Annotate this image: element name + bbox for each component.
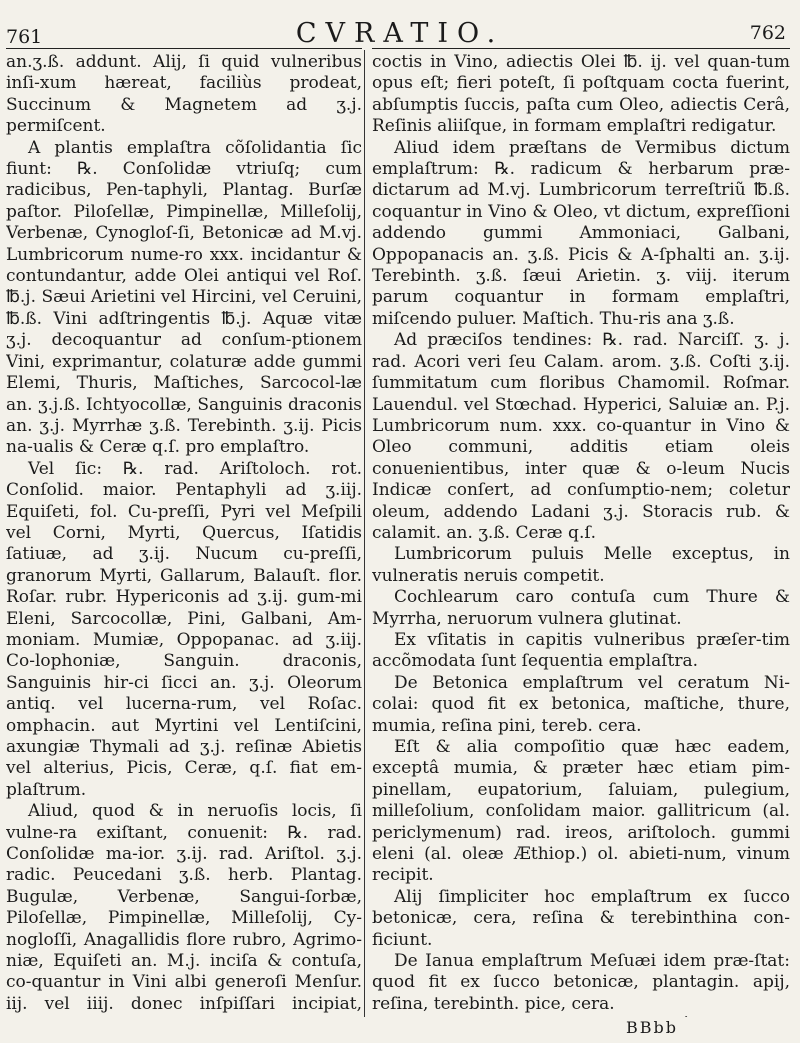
paragraph: Lumbricorum puluis Melle exceptus, in vulneratis neruis competit.: [372, 544, 790, 586]
paragraph: Alij ſimpliciter hoc emplaſtrum ex ſucco betonicæ, cera, reſina & terebinthina con-ficiunt.: [372, 886, 790, 950]
running-title: CVRATIO.: [295, 18, 505, 49]
paragraph: De Betonica emplaſtrum vel ceratum Ni-colai: quod fit ex betonica, maſtiche, thure, mumia, reſina pini, tereb. cera.: [372, 672, 790, 736]
page-number-left: 761: [6, 26, 43, 48]
paragraph: Ad præciſos tendines: ℞. rad. Narciſſ. ʒ. j. rad. Acori veri ſeu Calam. arom. ʒ.ß. Coſti ʒ.ij. ſummitatum cum floribus Chamomil. Roſmar. Lauendul. vel Stœchad. Hyperici, Saluiæ an. P.j. Lumbricorum num. xxx. co-quantur in Vino & Oleo communi, additis etiam oleis conuenientibus, inter quæ & o-leum Nucis Indicæ conſert, ad conſumptio-nem; coletur oleum, addendo Ladani ʒ.j. Storacis rub. & calamit. an. ʒ.ß. Ceræ q.ſ.: [372, 330, 790, 543]
paragraph: an.ʒ.ß. addunt. Alij, ſi quid vulneribus inſi-xum hæreat, faciliùs prodeat, Succinum & Magnetem ad ʒ.j. permiſcent.: [6, 52, 362, 137]
paragraph: Ex vſitatis in capitis vulneribus præſer-tim accõmodata ſunt ſequentia emplaſtra.: [372, 629, 790, 672]
paragraph: De Ianua emplaſtrum Meſuæi idem præ-ſtat: quod fit ex ſucco betonicæ, plantagin. apij, reſina, terebinth. pice, cera.: [372, 951, 790, 1014]
page-number-right: 762: [749, 22, 786, 44]
header-rule-right: [372, 48, 790, 49]
paragraph: A plantis emplaſtra cõſolidantia ſic fiunt: ℞. Conſolidæ vtriuſq; cum radicibus, Pen-taphyli, Plantag. Burſæ paſtor. Piloſellæ, Pimpinellæ, Milleſolij, Verbenæ, Cynogloſ-ſi, Betonicæ ad M.vj. Lumbricorum nume-ro xxx. incidantur & contundantur, adde Olei antiqui vel Roſ. ℔.j. Sæui Arietini vel Hircini, vel Ceruini, ℔.ß. Vini adſtringentis ℔.j. Aquæ vitæ ʒ.j. decoquantur ad conſum-ptionem Vini, exprimantur, colaturæ adde gummi Elemi, Thuris, Maſtiches, Sarcocol-læ an. ʒ.j.ß. Ichtyocollæ, Sanguinis draconis an. ʒ.j. Myrrhæ ʒ.ß. Terebinth. ʒ.ij. Picis na-ualis & Ceræ q.ſ. pro emplaſtro.: [6, 137, 362, 458]
right-column: [372, 52, 790, 1017]
paragraph: Aliud, quod & in neruoſis locis, ſi vulne-ra exiſtant, conuenit: ℞. rad. Conſolidæ ma-ior. ʒ.ij. rad. Ariſtol. ʒ.j. radic. Peucedani ʒ.ß. herb. Plantag. Bugulæ, Verbenæ, Sangui-ſorbæ, Piloſellæ, Pimpinellæ, Milleſolij, Cy-nogloſſi, Anagallidis flore rubro, Agrimo-niæ, Equiſeti an. M.j. inciſa & contuſa, co-quantur in Vini albi generoſi Menſur. iij. vel iiij. donec inſpiſſari incipiat,: [6, 801, 362, 1014]
paragraph: Eſt & alia compoſitio quæ hæc eadem, exceptâ mumia, & præter hæc etiam pim-pinellam, eupatorium, ſaluiam, pulegium, milleſolium, conſolidam maior. gallitricum (al. periclymenum) rad. ireos, ariſtoloch. gummi eleni (al. oleæ Æthiop.) ol. abieti-num, vinum recipit.: [372, 737, 790, 886]
header-rule-left: [6, 48, 362, 49]
paragraph: [372, 1015, 790, 1017]
left-column: [6, 52, 362, 1017]
paragraph: coctis in Vino, adiectis Olei ℔. ij. vel quan-tum opus eſt; fieri poteſt, ſi poſtquam cocta fuerint, abſumptis ſuccis, paſta cum Oleo, adiectis Cerâ, Reſinis aliiſque, in formam emplaſtri redigatur.: [372, 52, 790, 137]
column-divider: [364, 50, 365, 1017]
paragraph: Aliud idem præſtans de Vermibus dictum emplaſtrum: ℞. radicum & herbarum præ-dictarum ad M.vj. Lumbricorum terreſtriũ ℔.ß. coquantur in Vino & Oleo, vt dictum, expreſſioni addendo gummi Ammoniaci, Galbani, Oppopanacis an. ʒ.ß. Picis & A-ſphalti an. ʒ.ij. Terebinth. ʒ.ß. ſæui Arietin. ʒ. viij. iterum parum coquantur in formam emplaſtri, miſcendo puluer. Maſtich. Thu-ris ana ʒ.ß.: [372, 137, 790, 329]
paragraph: Cochlearum caro contuſa cum Thure & Myrrha, neruorum vulnera glutinat.: [372, 587, 790, 629]
paragraph: Vel ſic: ℞. rad. Ariſtoloch. rot. Conſolid. maior. Pentaphyli ad ʒ.iij. Equiſeti, fol. Cu-preſſi, Pyri vel Meſpili vel Corni, Myrti, Quercus, Iſatidis ſatiuæ, ad ʒ.ij. Nucum cu-preſſi, granorum Myrti, Gallarum, Balauſt. flor. Roſar. rubr. Hypericonis ad ʒ.ij. gum-mi Eleni, Sarcocollæ, Pini, Galbani, Am-moniam. Mumiæ, Oppopanac. ad ʒ.iij. Co-lophoniæ, Sanguin. draconis, Sanguinis hir-ci ſicci an. ʒ.j. Oleorum antiq. vel lucerna-rum, vel Roſac. omphacin. aut Myrtini vel Lentiſcini, axungiæ Thymali ad ʒ.j. reſinæ Abietis vel alterius, Picis, Ceræ, q.ſ. fiat em-plaſtrum.: [6, 458, 362, 800]
running-header: [0, 18, 800, 49]
signature-mark: BBbb: [626, 1018, 678, 1037]
